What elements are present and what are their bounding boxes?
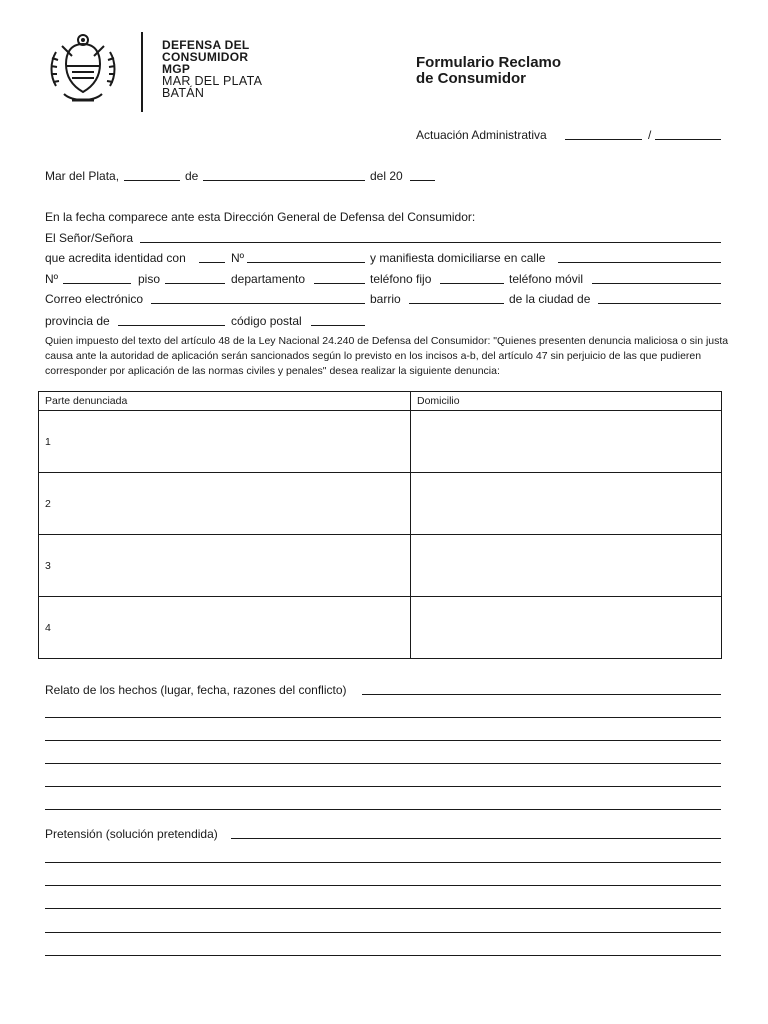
pretension-line-5[interactable] [45, 932, 721, 933]
provincia-field[interactable] [118, 325, 225, 326]
numero-doc-field[interactable] [247, 262, 365, 263]
header-parte-denunciada: Parte denunciada [39, 392, 411, 411]
header-domicilio: Domicilio [411, 392, 722, 411]
pretension-line-2[interactable] [45, 862, 721, 863]
senor-label: El Señor/Señora [45, 231, 134, 245]
correo-label: Correo electrónico [45, 292, 144, 306]
departamento-label: departamento [231, 272, 306, 286]
domicilio-calle-label: y manifiesta domiciliarse en calle [370, 251, 546, 265]
organization-name [162, 39, 262, 99]
telefono-movil-field[interactable] [592, 283, 721, 284]
pretension-label: Pretensión (solución pretendida) [45, 827, 218, 841]
domicilio-cell[interactable] [411, 597, 722, 659]
domicilio-calle-field[interactable] [558, 262, 721, 263]
relato-line-1[interactable] [362, 694, 721, 695]
senor-field[interactable] [140, 242, 721, 243]
domicilio-cell[interactable] [411, 535, 722, 597]
telefono-fijo-field[interactable] [440, 283, 504, 284]
form-title-line-1: Formulario Reclamo [416, 54, 562, 71]
denuncia-table [38, 391, 722, 659]
identidad-field[interactable] [199, 262, 225, 263]
date-city-label: Mar del Plata, [45, 169, 120, 183]
correo-field[interactable] [151, 303, 365, 304]
header-divider [141, 32, 143, 112]
relato-line-6[interactable] [45, 809, 721, 810]
numero-calle-label: Nº [45, 272, 59, 286]
relato-label: Relato de los hechos (lugar, fecha, razones del conflicto) [45, 683, 347, 697]
pretension-line-3[interactable] [45, 885, 721, 886]
table-header-row [39, 392, 722, 411]
municipal-seal-icon [42, 32, 124, 110]
codigo-postal-field[interactable] [311, 325, 365, 326]
parte-cell[interactable]: 4 [39, 597, 411, 659]
relato-line-4[interactable] [45, 763, 721, 764]
numero-doc-label: Nº [231, 251, 245, 265]
ciudad-label: de la ciudad de [509, 292, 591, 306]
relato-line-3[interactable] [45, 740, 721, 741]
actuacion-separator: / [648, 128, 652, 142]
provincia-label: provincia de [45, 314, 110, 328]
parte-cell[interactable]: 2 [39, 473, 411, 535]
form-title-line-2: de Consumidor [416, 70, 527, 87]
parte-cell[interactable]: 1 [39, 411, 411, 473]
piso-field[interactable] [165, 283, 225, 284]
org-line-4: MAR DEL PLATA [162, 74, 263, 88]
departamento-field[interactable] [314, 283, 365, 284]
date-year-label: del 20 [370, 169, 403, 183]
barrio-label: barrio [370, 292, 401, 306]
relato-line-5[interactable] [45, 786, 721, 787]
date-year-field[interactable] [410, 180, 435, 181]
domicilio-cell[interactable] [411, 473, 722, 535]
date-month-field[interactable] [203, 180, 365, 181]
relato-line-2[interactable] [45, 717, 721, 718]
org-line-1: DEFENSA DEL [162, 38, 250, 52]
table-row [39, 411, 722, 473]
pretension-line-6[interactable] [45, 955, 721, 956]
org-line-5: BATÁN [162, 86, 205, 100]
table-row [39, 535, 722, 597]
legal-notice: Quien impuesto del texto del artículo 48 de la Ley Nacional 24.240 de Defensa del Consumidor: "Quienes presenten denuncia maliciosa o sin justa causa ante la autoridad de aplicación serán sancionados según lo previsto en los incisos a-b, del artículo 47 sin perjuicio de las que pudieren corresponder por aplicación de las normas civiles y penales" desea realizar la siguiente denuncia: [45, 335, 729, 377]
piso-label: piso [138, 272, 161, 286]
actuacion-field-1[interactable] [565, 139, 642, 140]
domicilio-cell[interactable] [411, 411, 722, 473]
org-line-3: MGP [162, 62, 191, 76]
table-row [39, 473, 722, 535]
parte-cell[interactable]: 3 [39, 535, 411, 597]
date-day-field[interactable] [124, 180, 180, 181]
date-de-label: de [185, 169, 199, 183]
telefono-movil-label: teléfono móvil [509, 272, 584, 286]
identidad-label: que acredita identidad con [45, 251, 186, 265]
barrio-field[interactable] [409, 303, 504, 304]
actuacion-field-2[interactable] [655, 139, 721, 140]
form-title [416, 55, 561, 87]
org-line-2: CONSUMIDOR [162, 50, 249, 64]
telefono-fijo-label: teléfono fijo [370, 272, 432, 286]
intro-text: En la fecha comparece ante esta Dirección General de Defensa del Consumidor: [45, 210, 476, 224]
actuacion-label: Actuación Administrativa [416, 128, 547, 142]
table-row [39, 597, 722, 659]
pretension-line-4[interactable] [45, 908, 721, 909]
numero-calle-field[interactable] [63, 283, 131, 284]
pretension-line-1[interactable] [231, 838, 721, 839]
ciudad-field[interactable] [598, 303, 721, 304]
codigo-postal-label: código postal [231, 314, 302, 328]
